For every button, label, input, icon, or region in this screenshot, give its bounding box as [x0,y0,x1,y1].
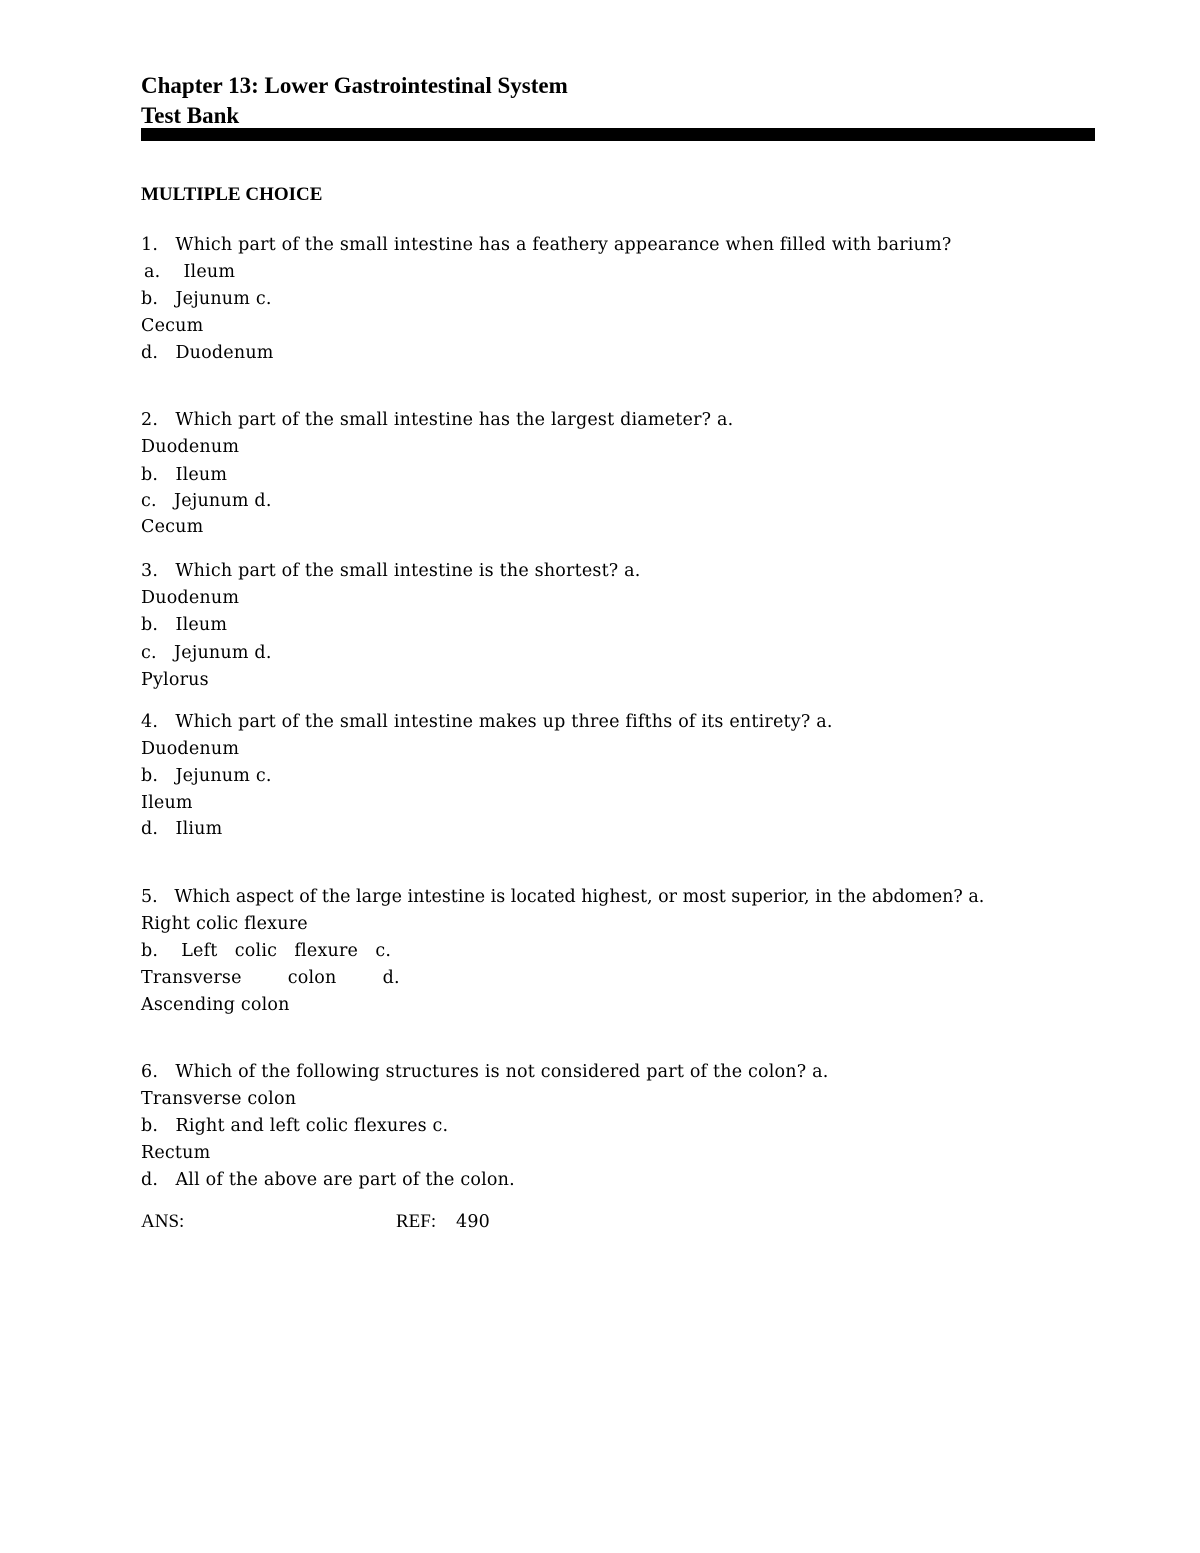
answer-option: c. Jejunum d. [141,643,272,663]
answer-option: Right colic flexure [141,914,308,934]
answer-option: Transverse colon [141,1089,297,1109]
document-title: Chapter 13: Lower Gastrointestinal System [141,73,568,98]
answer-option: d. All of the above are part of the colon. [141,1170,515,1190]
document-subtitle: Test Bank [141,103,240,128]
question-stem: 5. Which aspect of the large intestine is located highest, or most superior, in the abdomen? a. [141,887,985,907]
answer-option: Cecum [141,517,204,537]
question-stem: 2. Which part of the small intestine has the largest diameter? a. [141,410,734,430]
answer-option: b. Jejunum c. [141,289,272,309]
section-heading: MULTIPLE CHOICE [141,184,323,205]
answer-option: b. Left colic flexure c. [141,941,392,961]
answer-option: b. Ileum [141,615,228,635]
answer-option: d. Ilium [141,819,223,839]
answer-option: b. Jejunum c. [141,766,272,786]
answer-option: Ileum [141,793,193,813]
answer-option: b. Right and left colic flexures c. [141,1116,449,1136]
header-rule [141,128,1095,141]
question-stem: 1. Which part of the small intestine has a feathery appearance when filled with barium? [141,235,952,255]
answer-option: Ascending colon [141,995,290,1015]
question-stem: 4. Which part of the small intestine makes up three fifths of its entirety? a. [141,712,833,732]
answer-option: Rectum [141,1143,211,1163]
answer-option: Pylorus [141,670,209,690]
answer-option: c. Jejunum d. [141,491,272,511]
answer-option: Duodenum [141,437,240,457]
answer-label: ANS: [141,1211,185,1232]
reference-value: 490 [456,1212,491,1232]
answer-option: a. Ileum [144,262,236,282]
reference-label: REF: [396,1211,437,1232]
question-stem: 6. Which of the following structures is not considered part of the colon? a. [141,1062,829,1082]
answer-option: Duodenum [141,588,240,608]
answer-option: d. Duodenum [141,343,274,363]
answer-option: b. Ileum [141,465,228,485]
answer-option: Cecum [141,316,204,336]
answer-option: Transverse colon d. [141,968,400,988]
answer-option: Duodenum [141,739,240,759]
question-stem: 3. Which part of the small intestine is the shortest? a. [141,561,641,581]
